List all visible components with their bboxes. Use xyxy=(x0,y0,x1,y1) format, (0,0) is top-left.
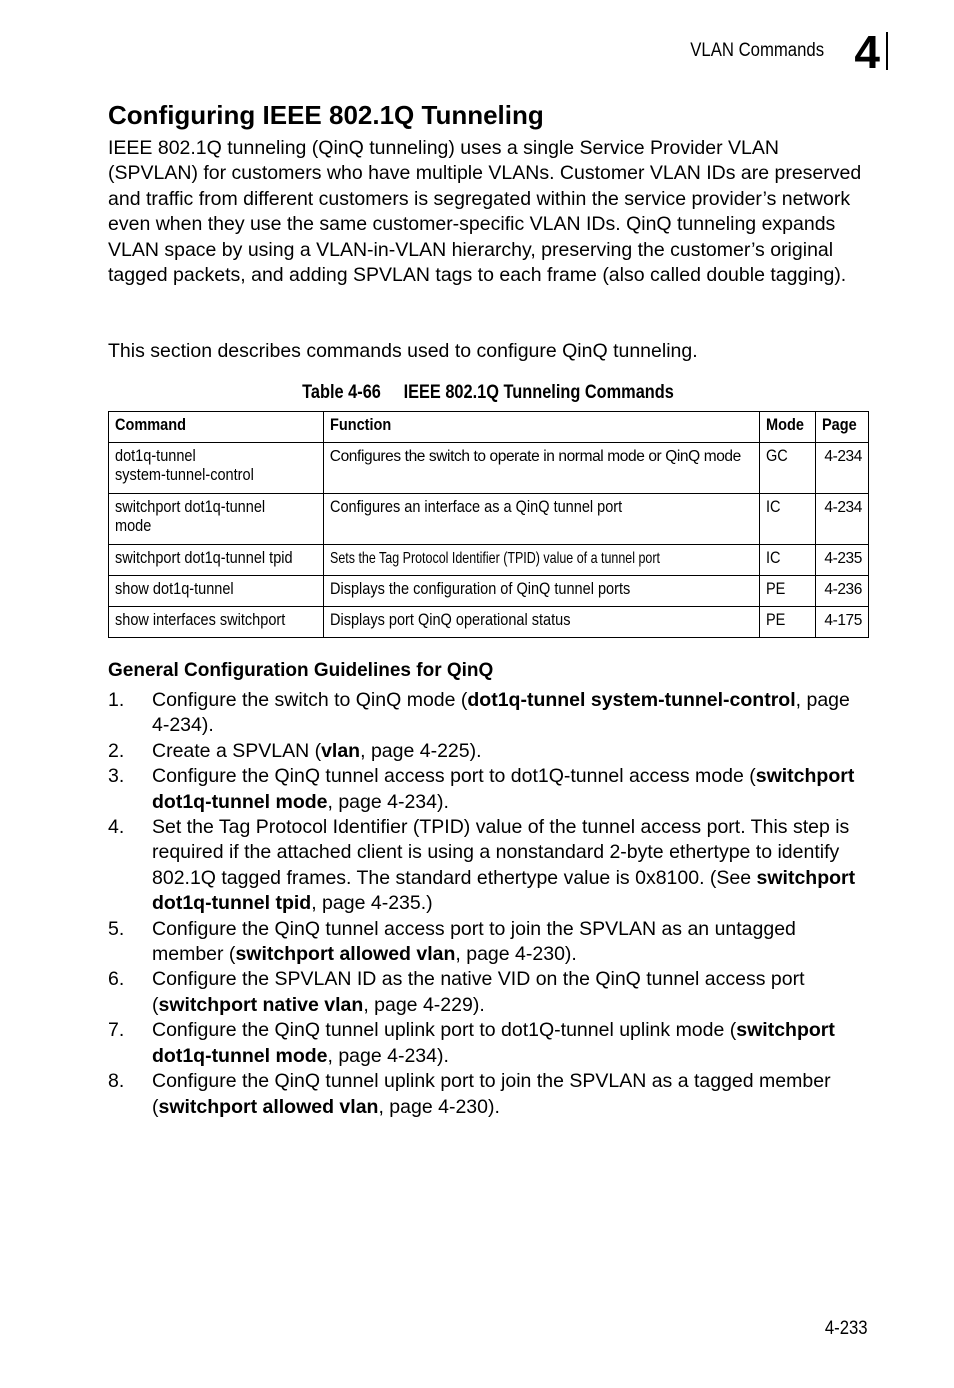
cell-command: switchport dot1q-tunnel mode xyxy=(109,494,324,545)
guidelines-list xyxy=(108,688,870,1120)
list-item: 6. Configure the SPVLAN ID as the native VID on the QinQ tunnel access port (switchport native vlan, page 4-229). xyxy=(108,968,805,1016)
section-title: Configuring IEEE 802.1Q Tunneling xyxy=(108,100,544,130)
description-paragraph: This section describes commands used to configure QinQ tunneling. xyxy=(108,340,698,362)
cell-function: Displays port QinQ operational status xyxy=(323,607,759,638)
list-item: 4. Set the Tag Protocol Identifier (TPID) value of the tunnel access port. This step is required if the attached client is using a nonstandard 2-byte ethertype to identify 802.1Q tagged frames. The standard ethertype value is 0x8100. (See switchport dot1q-tunnel tpid, page 4-235.) xyxy=(108,816,856,915)
header-function: Function xyxy=(323,412,759,443)
table-row xyxy=(109,545,869,576)
table-header-row xyxy=(109,412,869,443)
header-mode: Mode xyxy=(759,412,815,443)
list-item: 1. Configure the switch to QinQ mode (dot1q-tunnel system-tunnel-control, page 4-234). xyxy=(108,689,850,737)
cell-function: Configures the switch to operate in normal mode or QinQ mode xyxy=(323,443,759,494)
cell-command: switchport dot1q-tunnel tpid xyxy=(109,545,324,576)
list-item: 8. Configure the QinQ tunnel uplink port to join the SPVLAN as a tagged member (switchport allowed vlan, page 4-230). xyxy=(108,1070,831,1118)
cell-command: show dot1q-tunnel xyxy=(109,576,324,607)
list-item: 7. Configure the QinQ tunnel uplink port to dot1Q-tunnel uplink mode (switchport dot1q-tunnel mode, page 4-234). xyxy=(108,1019,835,1067)
table-row xyxy=(109,607,869,638)
cell-mode: IC xyxy=(759,494,815,545)
intro-paragraph: IEEE 802.1Q tunneling (QinQ tunneling) uses a single Service Provider VLAN (SPVLAN) for customers who have multiple VLANs. Customer VLAN IDs are preserved and traffic from different customers is segregated within the service provider’s network even when they use the same customer-specific VLAN IDs. QinQ tunneling expands VLAN space by using a VLAN-in-VLAN hierarchy, preserving the customer’s original tagged packets, and adding SPVLAN tags to each frame (also called double tagging). xyxy=(108,137,862,287)
cell-command: dot1q-tunnel system-tunnel-control xyxy=(109,443,324,494)
list-item: 3. Configure the QinQ tunnel access port to dot1Q-tunnel access mode (switchport dot1q-tunnel mode, page 4-234). xyxy=(108,765,855,813)
chapter-number: 4 xyxy=(854,32,888,70)
commands-table xyxy=(108,411,869,638)
table-caption: Table 4-66 IEEE 802.1Q Tunneling Commands xyxy=(302,382,674,403)
chapter-title: VLAN Commands xyxy=(690,40,824,61)
cell-mode: PE xyxy=(759,607,815,638)
guidelines-title: General Configuration Guidelines for QinQ xyxy=(108,660,494,681)
cell-function: Sets the Tag Protocol Identifier (TPID) value of a tunnel port xyxy=(323,545,759,576)
table-row xyxy=(109,576,869,607)
list-item: 5. Configure the QinQ tunnel access port to join the SPVLAN as an untagged member (switchport allowed vlan, page 4-230). xyxy=(108,917,796,966)
page-number: 4-233 xyxy=(825,1318,868,1339)
cell-page: 4-234 xyxy=(816,443,869,494)
cell-mode: GC xyxy=(759,443,815,494)
cell-page: 4-236 xyxy=(816,576,869,607)
cell-command: show interfaces switchport xyxy=(109,607,324,638)
cell-function: Configures an interface as a QinQ tunnel port xyxy=(323,494,759,545)
cell-mode: PE xyxy=(759,576,815,607)
header-page: Page xyxy=(816,412,869,443)
cell-page: 4-175 xyxy=(816,607,869,638)
table-row xyxy=(109,443,869,494)
cell-page: 4-234 xyxy=(816,494,869,545)
list-item: 2. Create a SPVLAN (vlan, page 4-225). xyxy=(108,739,482,762)
cell-mode: IC xyxy=(759,545,815,576)
header-command: Command xyxy=(109,412,324,443)
cell-function: Displays the configuration of QinQ tunnel ports xyxy=(323,576,759,607)
cell-page: 4-235 xyxy=(816,545,869,576)
table-row xyxy=(109,494,869,545)
